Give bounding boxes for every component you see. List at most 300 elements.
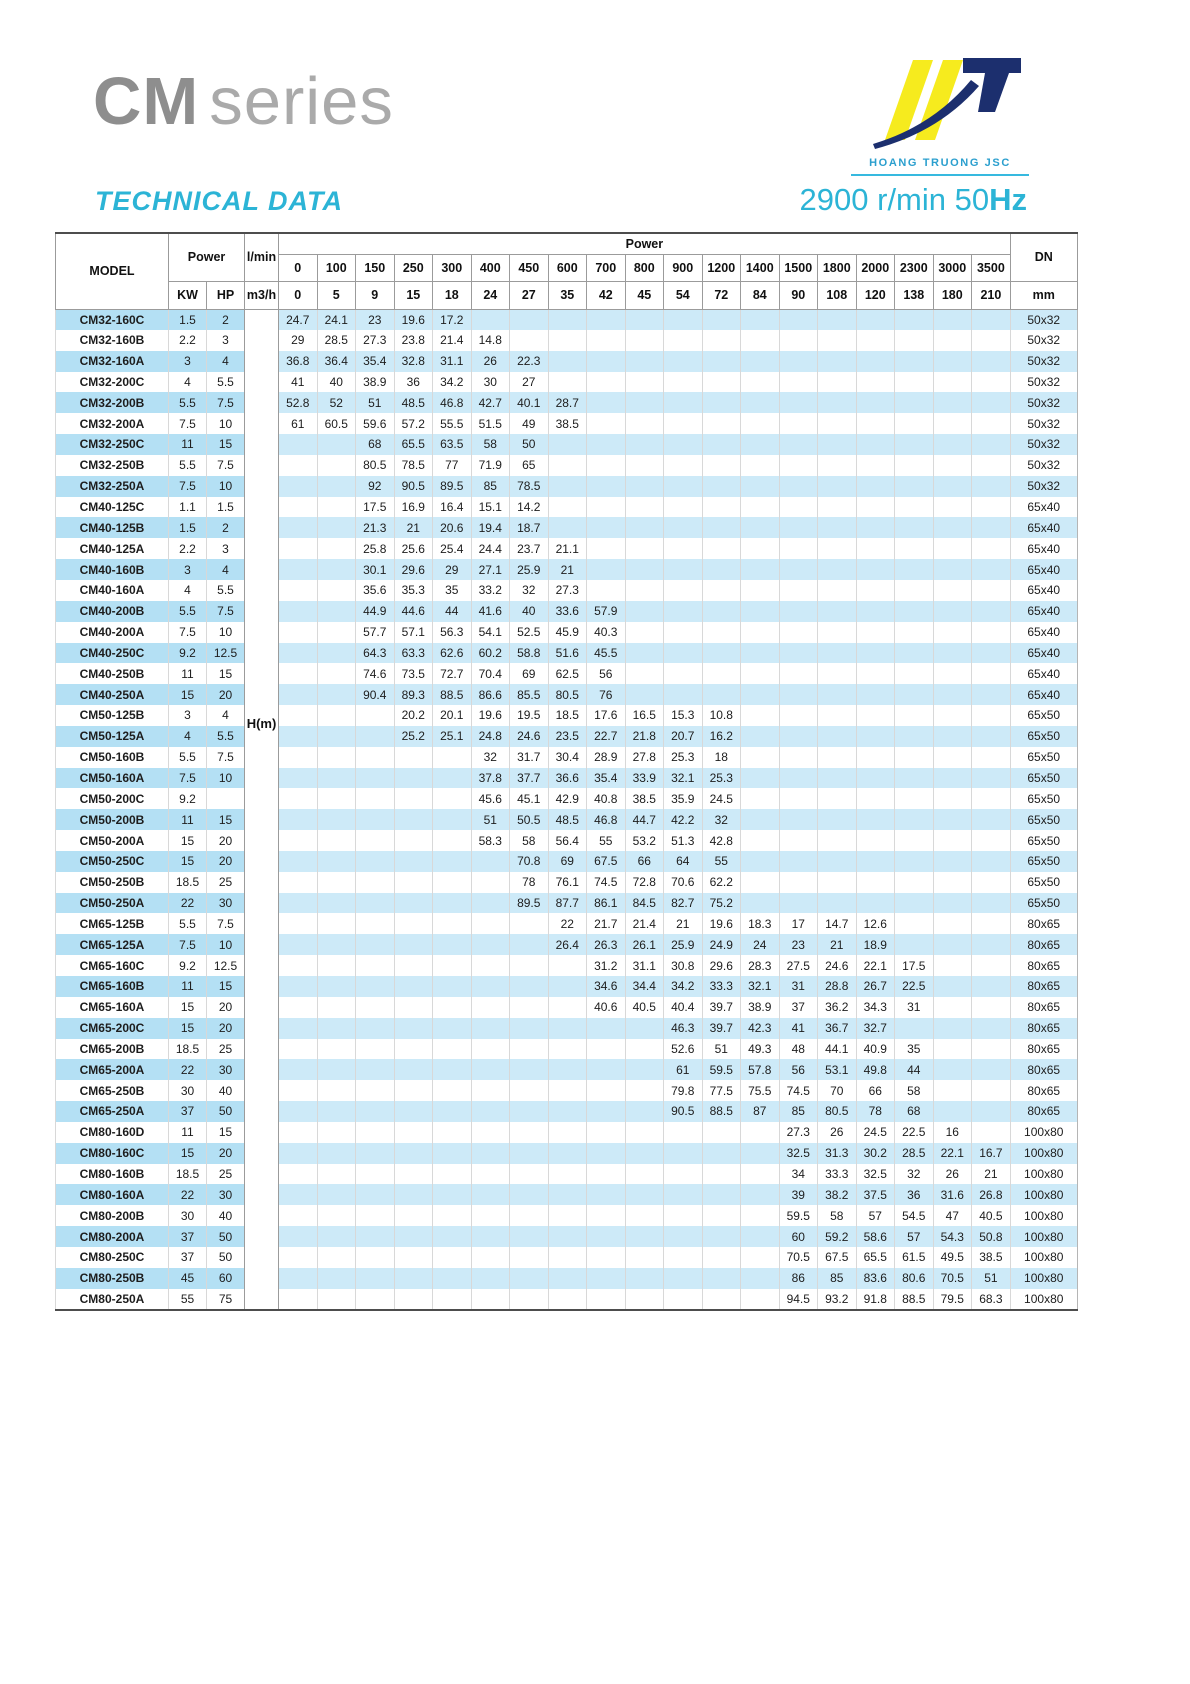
head-value-cell [741,1164,780,1185]
power-kw-cell: 5.5 [169,913,207,934]
head-value-cell [625,1101,664,1122]
head-value-cell [394,997,433,1018]
head-value-cell: 35.6 [356,580,395,601]
flow-m3h-value: 27 [510,281,549,309]
head-value-cell: 40.8 [587,788,626,809]
head-value-cell [933,1059,972,1080]
col-header-kw: KW [169,281,207,309]
speed-text: 2900 r/min 50 [799,182,990,217]
head-value-cell: 40.4 [664,997,703,1018]
head-value-cell: 67.5 [818,1247,857,1268]
flow-lmin-value: 3000 [933,254,972,281]
head-value-cell: 57.2 [394,413,433,434]
table-row [56,580,1078,601]
head-value-cell: 22.3 [510,351,549,372]
head-value-cell [433,809,472,830]
head-value-cell: 41 [279,372,318,393]
head-value-cell [587,372,626,393]
model-cell: CM50-160A [56,768,169,789]
head-value-cell [779,538,818,559]
head-value-cell [394,1226,433,1247]
power-hp-cell: 5.5 [207,726,245,747]
head-value-cell [625,517,664,538]
model-cell: CM50-250A [56,893,169,914]
flow-m3h-value: 18 [433,281,472,309]
head-value-cell: 87 [741,1101,780,1122]
power-kw-cell: 30 [169,1205,207,1226]
flow-m3h-value: 84 [741,281,780,309]
head-value-cell [587,413,626,434]
head-value-cell [279,455,318,476]
head-value-cell: 49.8 [856,1059,895,1080]
head-value-cell: 39.7 [702,997,741,1018]
head-value-cell [317,1143,356,1164]
head-value-cell [818,497,857,518]
head-value-cell: 21.7 [587,913,626,934]
head-value-cell [433,1164,472,1185]
head-value-cell [394,1101,433,1122]
head-value-cell: 21 [818,934,857,955]
head-value-cell [933,455,972,476]
head-value-cell [972,851,1011,872]
power-kw-cell: 1.5 [169,517,207,538]
head-value-cell [510,330,549,351]
head-value-cell [933,851,972,872]
head-value-cell [356,726,395,747]
table-row [56,351,1078,372]
head-value-cell [510,1039,549,1060]
head-value-cell [702,684,741,705]
head-value-cell [664,392,703,413]
head-value-cell: 61.5 [895,1247,934,1268]
power-hp-cell: 60 [207,1268,245,1289]
head-value-cell: 31.2 [587,955,626,976]
head-value-cell [818,538,857,559]
head-value-cell [818,851,857,872]
head-value-cell [587,1039,626,1060]
model-cell: CM80-250A [56,1289,169,1310]
power-hp-cell: 2 [207,309,245,330]
head-value-cell [895,538,934,559]
head-value-cell [664,538,703,559]
head-value-cell [972,768,1011,789]
power-kw-cell: 22 [169,893,207,914]
head-value-cell [625,455,664,476]
head-value-cell [664,643,703,664]
table-row [56,663,1078,684]
head-value-cell [664,1184,703,1205]
power-hp-cell: 15 [207,663,245,684]
head-value-cell [856,580,895,601]
head-value-cell: 17 [779,913,818,934]
model-cell: CM32-200B [56,392,169,413]
head-value-cell [779,309,818,330]
head-value-cell: 89.5 [510,893,549,914]
head-value-cell [895,705,934,726]
head-value-cell [856,601,895,622]
head-value-cell [317,580,356,601]
head-value-cell: 84.5 [625,893,664,914]
head-value-cell: 64 [664,851,703,872]
power-hp-cell: 2 [207,517,245,538]
head-value-cell [510,1247,549,1268]
head-value-cell [856,809,895,830]
flow-m3h-value: 9 [356,281,395,309]
dn-cell: 100x80 [1010,1205,1077,1226]
head-value-cell [933,330,972,351]
col-header-model: MODEL [56,233,169,309]
model-cell: CM80-250B [56,1268,169,1289]
head-value-cell [664,1122,703,1143]
head-value-cell [972,1122,1011,1143]
head-value-cell: 36 [895,1184,934,1205]
power-kw-cell: 11 [169,976,207,997]
head-value-cell: 69 [510,663,549,684]
head-value-cell [625,1018,664,1039]
head-value-cell [741,434,780,455]
head-value-cell: 57.7 [356,622,395,643]
head-value-cell [587,455,626,476]
head-value-cell: 32.1 [741,976,780,997]
dn-cell: 50x32 [1010,413,1077,434]
head-value-cell: 30 [471,372,510,393]
head-value-cell [702,1247,741,1268]
table-row [56,1122,1078,1143]
head-value-cell [625,580,664,601]
head-value-cell: 58 [510,830,549,851]
head-value-cell [933,809,972,830]
head-value-cell: 25.8 [356,538,395,559]
power-kw-cell: 9.2 [169,788,207,809]
head-value-cell: 24.7 [279,309,318,330]
head-value-cell [625,622,664,643]
head-value-cell: 25.3 [664,747,703,768]
head-value-cell: 51.3 [664,830,703,851]
power-kw-cell: 37 [169,1247,207,1268]
model-cell: CM80-160B [56,1164,169,1185]
power-hp-cell: 15 [207,1122,245,1143]
head-value-cell [972,309,1011,330]
head-value-cell: 14.8 [471,330,510,351]
head-value-cell: 74.5 [587,872,626,893]
head-value-cell [664,351,703,372]
head-value-cell [933,434,972,455]
head-value-cell [741,768,780,789]
head-value-cell [279,934,318,955]
head-value-cell [279,1205,318,1226]
flow-lmin-value: 900 [664,254,703,281]
head-value-cell: 65.5 [394,434,433,455]
head-value-cell [510,1164,549,1185]
head-value-cell [433,1226,472,1247]
flow-lmin-value: 3500 [972,254,1011,281]
head-value-cell: 60.5 [317,413,356,434]
head-value-cell [317,726,356,747]
head-value-cell [625,476,664,497]
head-value-cell [317,747,356,768]
head-value-cell [972,476,1011,497]
head-value-cell: 16.4 [433,497,472,518]
head-value-cell [394,768,433,789]
head-value-cell: 27.1 [471,559,510,580]
head-value-cell: 29.6 [394,559,433,580]
head-value-cell [394,1289,433,1310]
head-value-cell [895,768,934,789]
power-kw-cell: 30 [169,1080,207,1101]
head-value-cell [702,1122,741,1143]
head-value-cell: 90.5 [664,1101,703,1122]
head-value-cell [779,351,818,372]
head-value-cell: 27.3 [356,330,395,351]
flow-lmin-value: 1500 [779,254,818,281]
head-value-cell [895,934,934,955]
power-hp-cell: 1.5 [207,497,245,518]
head-value-cell: 44 [895,1059,934,1080]
head-value-cell: 63.3 [394,643,433,664]
head-value-cell [317,934,356,955]
head-value-cell [587,476,626,497]
head-value-cell [548,1164,587,1185]
head-value-cell [356,1143,395,1164]
head-value-cell [548,309,587,330]
head-value-cell [394,1247,433,1268]
head-value-cell [356,1059,395,1080]
head-value-cell [856,788,895,809]
head-value-cell [933,351,972,372]
head-value-cell [818,517,857,538]
model-cell: CM40-160B [56,559,169,580]
series-title-main: CM [93,64,200,139]
head-value-cell [779,434,818,455]
head-value-cell [471,1018,510,1039]
head-value-cell [818,643,857,664]
head-value-cell [548,1143,587,1164]
power-kw-cell: 5.5 [169,747,207,768]
flow-m3h-value: 5 [317,281,356,309]
table-row [56,538,1078,559]
model-cell: CM40-160A [56,580,169,601]
head-value-cell [818,455,857,476]
head-value-cell [510,1205,549,1226]
head-value-cell [895,913,934,934]
head-value-cell [856,351,895,372]
head-value-cell [818,705,857,726]
head-value-cell [818,434,857,455]
head-value-cell [356,830,395,851]
head-value-cell [279,768,318,789]
head-value-cell [972,372,1011,393]
head-value-cell [279,830,318,851]
head-value-cell [548,1226,587,1247]
power-hp-cell: 30 [207,1059,245,1080]
head-value-cell: 45.6 [471,788,510,809]
model-cell: CM40-250B [56,663,169,684]
dn-cell: 100x80 [1010,1226,1077,1247]
head-value-cell [818,872,857,893]
model-cell: CM40-125C [56,497,169,518]
table-row [56,872,1078,893]
head-value-cell [317,872,356,893]
head-value-cell [279,580,318,601]
head-value-cell [933,622,972,643]
head-value-cell [625,684,664,705]
head-value-cell: 23 [779,934,818,955]
head-value-cell: 37.7 [510,768,549,789]
head-value-cell [933,788,972,809]
power-kw-cell: 15 [169,1018,207,1039]
head-value-cell: 38.2 [818,1184,857,1205]
head-value-cell: 78.5 [394,455,433,476]
power-hp-cell: 10 [207,622,245,643]
head-value-cell [587,1289,626,1310]
table-row [56,1018,1078,1039]
flow-m3h-value: 138 [895,281,934,309]
power-kw-cell: 3 [169,705,207,726]
col-header-power-flow: Power [279,233,1011,254]
table-row [56,1226,1078,1247]
head-value-cell [818,726,857,747]
head-value-cell [972,622,1011,643]
power-hp-cell: 15 [207,976,245,997]
head-value-cell [856,830,895,851]
dn-cell: 65x40 [1010,663,1077,684]
head-value-cell [856,559,895,580]
head-value-cell [702,1184,741,1205]
head-value-cell: 18.7 [510,517,549,538]
table-row [56,309,1078,330]
model-cell: CM40-250A [56,684,169,705]
head-value-cell [394,1080,433,1101]
head-value-cell [433,1268,472,1289]
head-value-cell [317,976,356,997]
head-value-cell: 92 [356,476,395,497]
power-hp-cell: 4 [207,351,245,372]
head-value-cell [625,1080,664,1101]
head-value-cell [972,517,1011,538]
head-value-cell: 10.8 [702,705,741,726]
head-value-cell [972,497,1011,518]
head-value-cell [548,497,587,518]
model-cell: CM80-160D [56,1122,169,1143]
head-value-cell [972,643,1011,664]
head-value-cell: 58 [471,434,510,455]
head-value-cell: 70.5 [779,1247,818,1268]
head-value-cell: 36.6 [548,768,587,789]
head-value-cell [317,809,356,830]
flow-lmin-value: 0 [279,254,318,281]
head-value-cell: 25.9 [510,559,549,580]
head-value-cell [625,1059,664,1080]
head-value-cell [664,455,703,476]
head-value-cell [741,392,780,413]
power-kw-cell: 2.2 [169,538,207,559]
head-value-cell [548,1247,587,1268]
head-value-cell [856,538,895,559]
flow-m3h-value: 42 [587,281,626,309]
head-value-cell: 26.1 [625,934,664,955]
flow-lmin-value: 2000 [856,254,895,281]
head-value-cell [394,830,433,851]
head-value-cell [933,976,972,997]
head-value-cell: 48 [779,1039,818,1060]
head-value-cell [625,1143,664,1164]
head-value-cell [356,1205,395,1226]
dn-cell: 65x50 [1010,768,1077,789]
head-value-cell: 22.5 [895,1122,934,1143]
head-value-cell [895,309,934,330]
head-value-cell [933,392,972,413]
head-value-cell [933,705,972,726]
head-value-cell [587,1059,626,1080]
dn-cell: 100x80 [1010,1268,1077,1289]
head-value-cell [933,684,972,705]
head-value-cell: 21.4 [433,330,472,351]
head-value-cell [471,1289,510,1310]
head-value-cell [895,622,934,643]
power-hp-cell: 75 [207,1289,245,1310]
head-value-cell [702,643,741,664]
head-value-cell: 20.6 [433,517,472,538]
model-cell: CM50-125B [56,705,169,726]
head-value-cell [510,1184,549,1205]
power-hp-cell: 20 [207,851,245,872]
head-value-cell: 27.3 [779,1122,818,1143]
head-value-cell [471,997,510,1018]
head-value-cell [818,351,857,372]
model-cell: CM80-160A [56,1184,169,1205]
head-value-cell [741,872,780,893]
head-value-cell [279,663,318,684]
model-cell: CM50-200A [56,830,169,851]
head-value-cell [818,580,857,601]
head-value-cell [394,976,433,997]
model-cell: CM32-200C [56,372,169,393]
power-kw-cell: 3 [169,351,207,372]
head-value-cell [972,913,1011,934]
header-row-top [56,233,1078,254]
head-value-cell: 32.8 [394,351,433,372]
head-value-cell [433,1247,472,1268]
head-value-cell [317,455,356,476]
head-value-cell [587,517,626,538]
head-value-cell [317,893,356,914]
head-value-cell: 36.4 [317,351,356,372]
head-value-cell: 41.6 [471,601,510,622]
head-value-cell [702,1205,741,1226]
table-row [56,497,1078,518]
head-value-cell [471,976,510,997]
head-value-cell: 34.4 [625,976,664,997]
head-value-cell [433,1101,472,1122]
table-row [56,372,1078,393]
dn-cell: 80x65 [1010,955,1077,976]
head-value-cell: 38.9 [741,997,780,1018]
head-value-cell: 40.5 [625,997,664,1018]
head-value-cell: 23.8 [394,330,433,351]
head-value-cell [741,643,780,664]
head-value-cell: 76.1 [548,872,587,893]
head-value-cell [933,663,972,684]
power-kw-cell: 9.2 [169,955,207,976]
head-value-cell: 79.8 [664,1080,703,1101]
head-value-cell [779,643,818,664]
head-value-cell [818,392,857,413]
head-value-cell [471,1039,510,1060]
head-value-cell: 36.8 [279,351,318,372]
head-value-cell [356,893,395,914]
head-value-cell: 33.6 [548,601,587,622]
head-value-cell [895,559,934,580]
